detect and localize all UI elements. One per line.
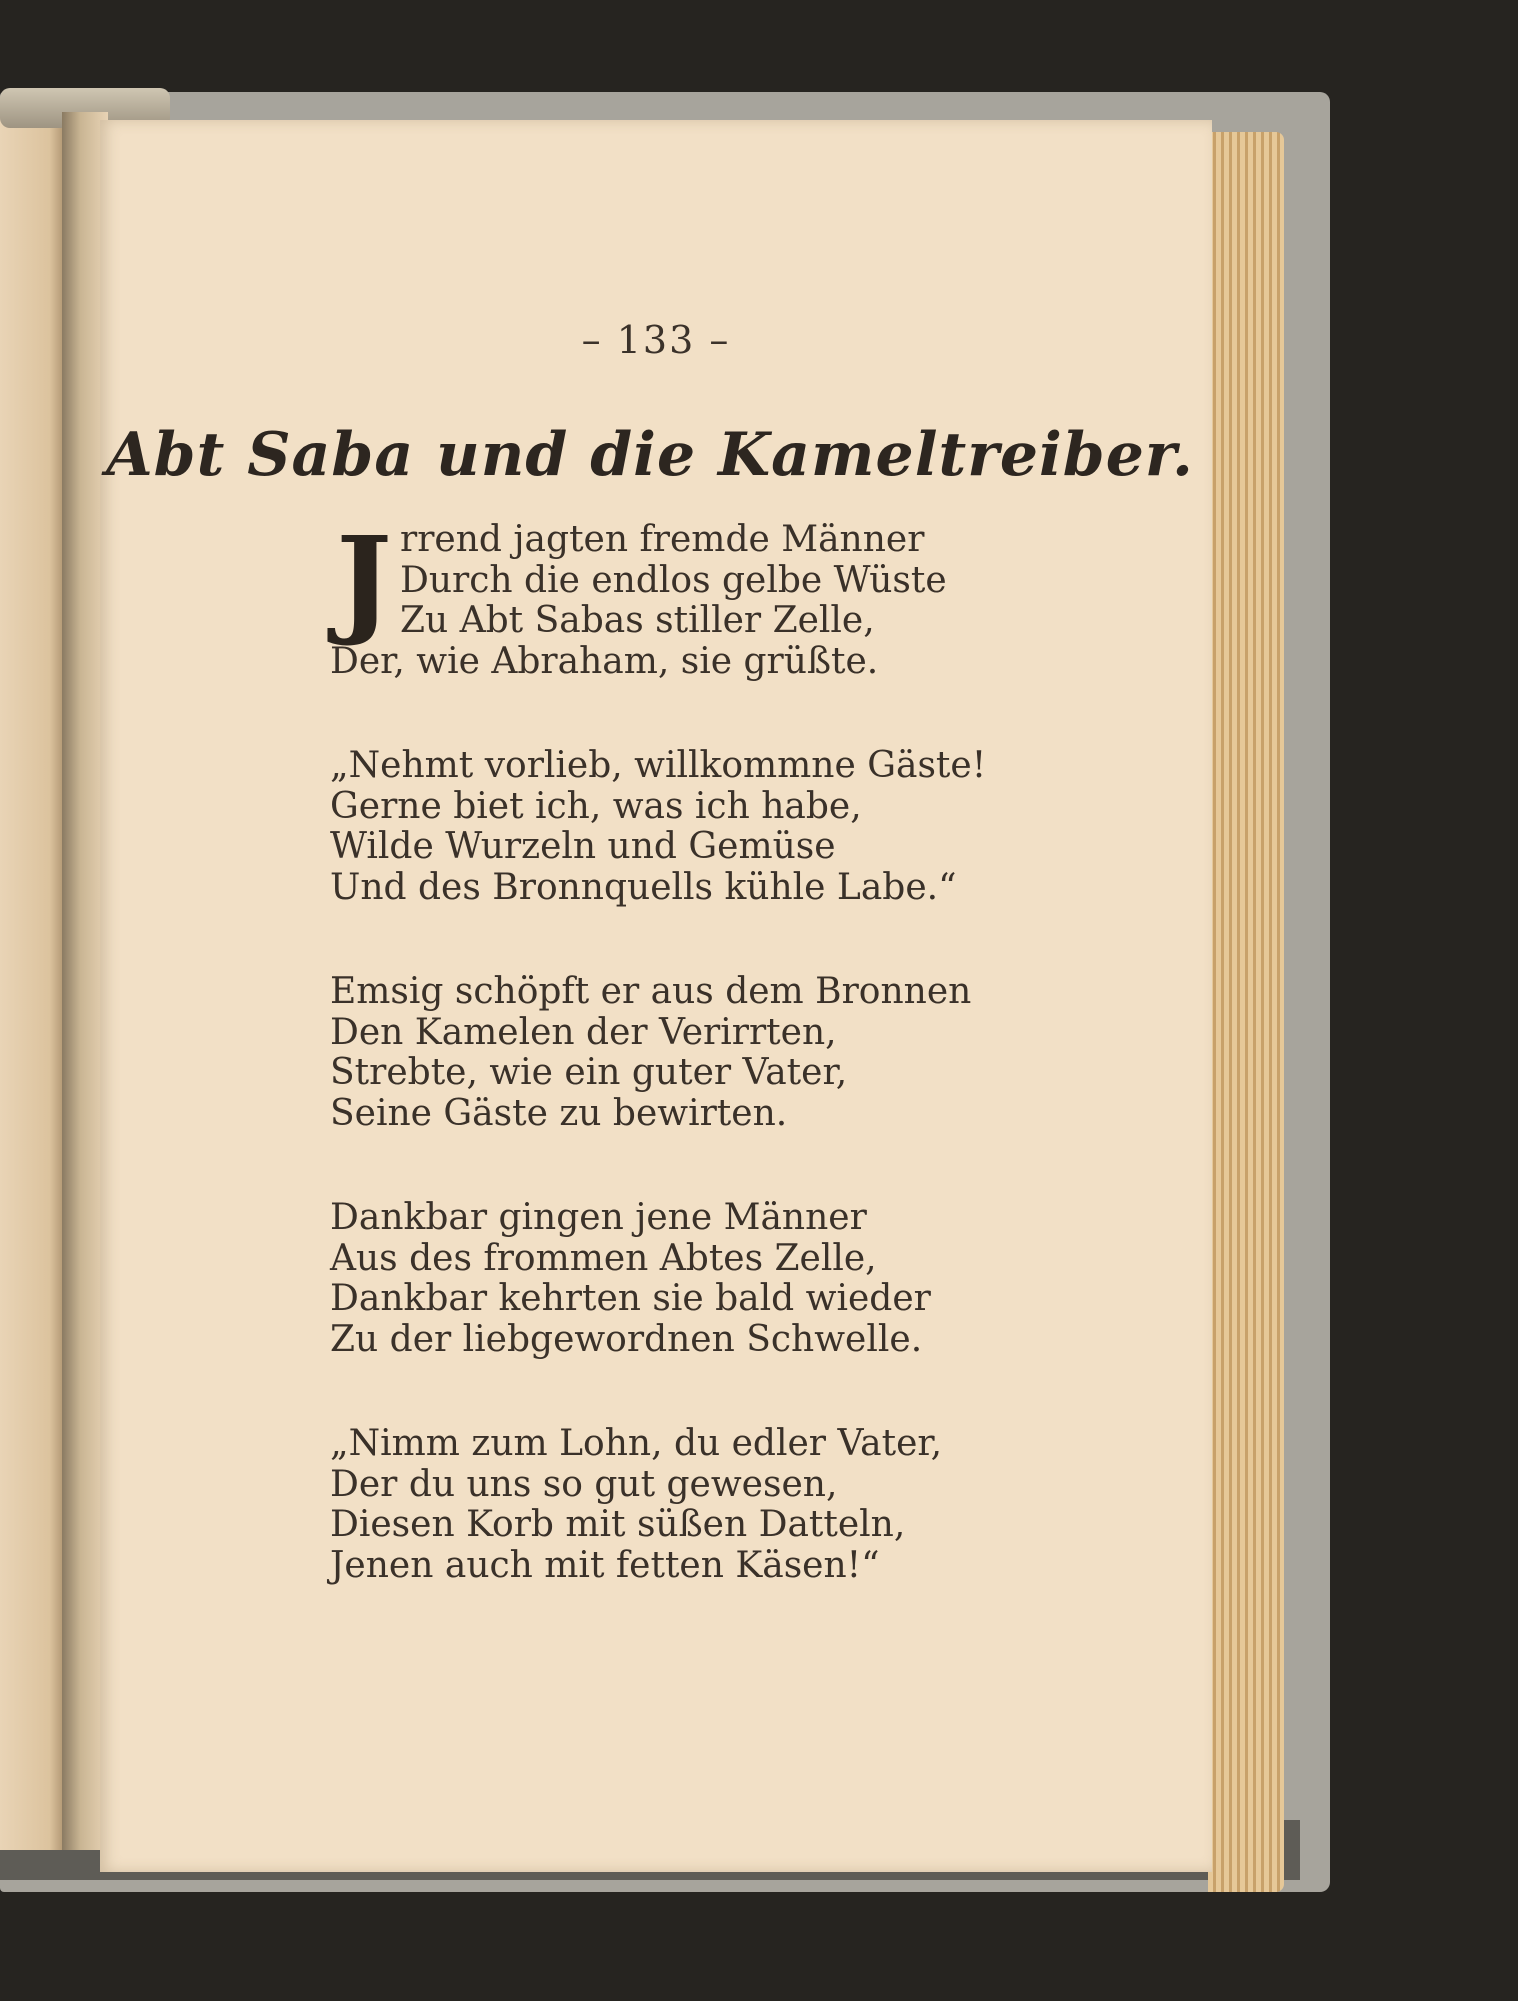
poem-line: Und des Bronnquells kühle Labe.“ <box>330 866 957 908</box>
poem-title: Abt Saba und die Kameltreiber. <box>106 420 1194 490</box>
drop-cap: J <box>336 510 392 649</box>
poem-line: Wilde Wurzeln und Gemüse <box>330 826 836 867</box>
poem-line: Strebte, wie ein guter Vater, <box>330 1052 848 1093</box>
poem-line: Durch die endlos gelbe Wüste <box>400 559 947 601</box>
poem-line: Diesen Korb mit süßen Datteln, <box>330 1504 906 1545</box>
poem-line: Zu Abt Sabas stiller Zelle, <box>400 600 875 641</box>
left-page <box>0 110 62 1850</box>
stanza-3 <box>330 972 1150 1134</box>
poem-line: Emsig schöpft er aus dem Bronnen <box>330 971 972 1012</box>
poem-line: Jenen auch mit fetten Käsen!“ <box>330 1544 880 1586</box>
poem-line: Seine Gäste zu bewirten. <box>330 1092 788 1134</box>
stanza-1 <box>330 510 1150 682</box>
poem-line: rrend jagten fremde Männer <box>400 519 925 560</box>
poem-line: „Nimm zum Lohn, du edler Vater, <box>330 1423 943 1464</box>
poem-line: Zu der liebgewordnen Schwelle. <box>330 1318 923 1360</box>
stanza-4 <box>330 1198 1150 1360</box>
book-page <box>100 120 1212 1872</box>
page-edges <box>1208 132 1284 1892</box>
page-number: – 133 – <box>581 318 731 362</box>
poem-body <box>330 510 1150 1650</box>
poem-line: Dankbar kehrten sie bald wieder <box>330 1278 931 1319</box>
poem-line: Dankbar gingen jene Männer <box>330 1197 867 1238</box>
stanza-2 <box>330 746 1150 908</box>
poem-line: Den Kamelen der Verirrten, <box>330 1011 837 1053</box>
poem-line: „Nehmt vorlieb, willkommne Gäste! <box>330 745 987 786</box>
poem-line: Der, wie Abraham, sie grüßte. <box>330 640 879 682</box>
poem-line: Aus des frommen Abtes Zelle, <box>330 1237 877 1279</box>
stanza-5 <box>330 1424 1150 1586</box>
poem-line: Gerne biet ich, was ich habe, <box>330 785 862 827</box>
poem-line: Der du uns so gut gewesen, <box>330 1463 838 1505</box>
